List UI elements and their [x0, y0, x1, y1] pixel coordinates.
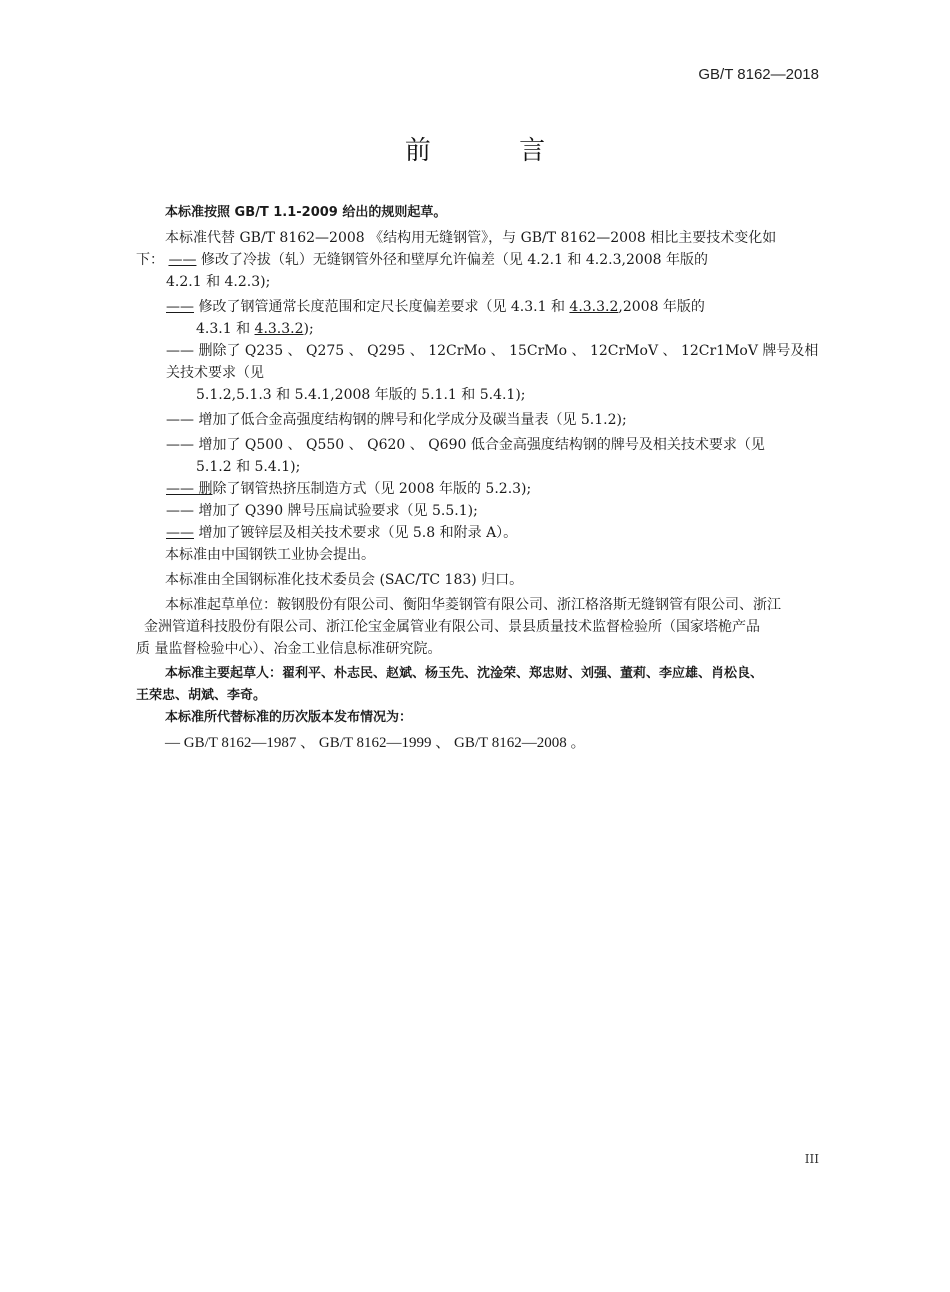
change-item-1: 修改了冷拔（轧）无缝钢管外径和壁厚允许偏差（见 4.2.1 和 4.2.3,2008 年版的 — [196, 252, 709, 268]
standard-code: GB/T 8162—2018 — [698, 66, 819, 83]
change-item-2-text-a: 修改了钢管通常长度范围和定尺长度偏差要求（见 4.3.1 和 — [194, 299, 570, 315]
dash-marker: —— — [168, 252, 197, 268]
dash-marker: —— — [166, 525, 194, 541]
clause-ref: 4.3.3.2 — [254, 321, 304, 337]
dash-marker: —— — [166, 299, 194, 315]
paragraph-history-list: — GB/T 8162—1987 、 GB/T 8162—1999 、 GB/T 8162—2008 。 — [165, 735, 586, 751]
change-item-6 — [136, 478, 826, 500]
paragraph-replacement-cont — [136, 249, 826, 271]
preface-body — [136, 202, 826, 754]
change-item-5-cont: 5.1.2 和 5.4.1); — [196, 459, 301, 475]
paragraph-drafters-cont: 王荣忠、胡斌、李奇。 — [136, 688, 267, 703]
paragraph-drafting-rule: 本标准按照 GB/T 1.1-2009 给出的规则起草。 — [165, 205, 447, 220]
change-item-4: —— 增加了低合金高强度结构钢的牌号和化学成分及碳当量表（见 5.1.2); — [166, 412, 627, 428]
change-item-8 — [136, 522, 826, 544]
paragraph-replacement: 本标准代替 GB/T 8162—2008 《结构用无缝钢管》，与 GB/T 8162—2008 相比主要技术变化如 — [165, 230, 777, 246]
change-item-2-cont-b: ); — [303, 321, 314, 337]
change-item-8-text: 增加了镀锌层及相关技术要求（见 5.8 和附录 A）。 — [194, 525, 518, 541]
paragraph-history: 本标准所代替标准的历次版本发布情况为： — [165, 710, 413, 725]
change-item-2 — [136, 296, 826, 318]
change-item-2-cont — [136, 318, 826, 340]
paragraph-drafting-units-cont2: 质 量监督检验中心）、冶金工业信息标准研究院。 — [136, 641, 442, 657]
change-item-2-text-b: ,2008 年版的 — [618, 299, 705, 315]
change-item-3: —— 删除了 Q235 、 Q275 、 Q295 、 12CrMo 、 15CrMo 、 12CrMoV 、 12Cr1MoV 牌号及相关技术要求（见 — [166, 343, 819, 381]
paragraph-drafting-units-cont: 金洲管道科技股份有限公司、浙江伦宝金属管业有限公司、景县质量技术监督检验所（国家塔桅产品 — [144, 619, 760, 635]
paragraph-drafters: 本标准主要起草人：翟利平、朴志民、赵斌、杨玉先、沈淦荣、郑忠财、刘强、董莉、李应雄、肖松良、 — [165, 666, 764, 681]
change-item-1-cont: 4.2.1 和 4.2.3); — [166, 274, 271, 290]
change-item-3-cont: 5.1.2,5.1.3 和 5.4.1,2008 年版的 5.1.1 和 5.4.1); — [196, 387, 526, 403]
clause-ref: 4.3.3.2 — [569, 299, 619, 315]
paragraph-committee: 本标准由全国钢标准化技术委员会 (SAC/TC 183) 归口。 — [165, 572, 524, 588]
change-item-5: —— 增加了 Q500 、 Q550 、 Q620 、 Q690 低合金高强度结构钢的牌号及相关技术要求（见 — [166, 437, 765, 453]
change-item-6-text: 除了钢管热挤压制造方式（见 2008 年版的 5.2.3); — [212, 481, 532, 497]
paragraph-proposer: 本标准由中国钢铁工业协会提出。 — [165, 547, 375, 563]
dash-marker: —— — [166, 481, 194, 497]
change-item-6-underlined: 删 — [194, 481, 213, 497]
change-item-2-cont-a: 4.3.1 和 — [196, 321, 255, 337]
text-prefix: 下： — [136, 252, 169, 268]
page-number: III — [804, 1152, 819, 1166]
change-item-7: —— 增加了 Q390 牌号压扁试验要求（见 5.5.1); — [166, 503, 478, 519]
paragraph-drafting-units: 本标准起草单位：鞍钢股份有限公司、衡阳华菱钢管有限公司、浙江格洛斯无缝钢管有限公司、浙江 — [165, 597, 781, 613]
page-title: 前 言 — [404, 136, 586, 166]
